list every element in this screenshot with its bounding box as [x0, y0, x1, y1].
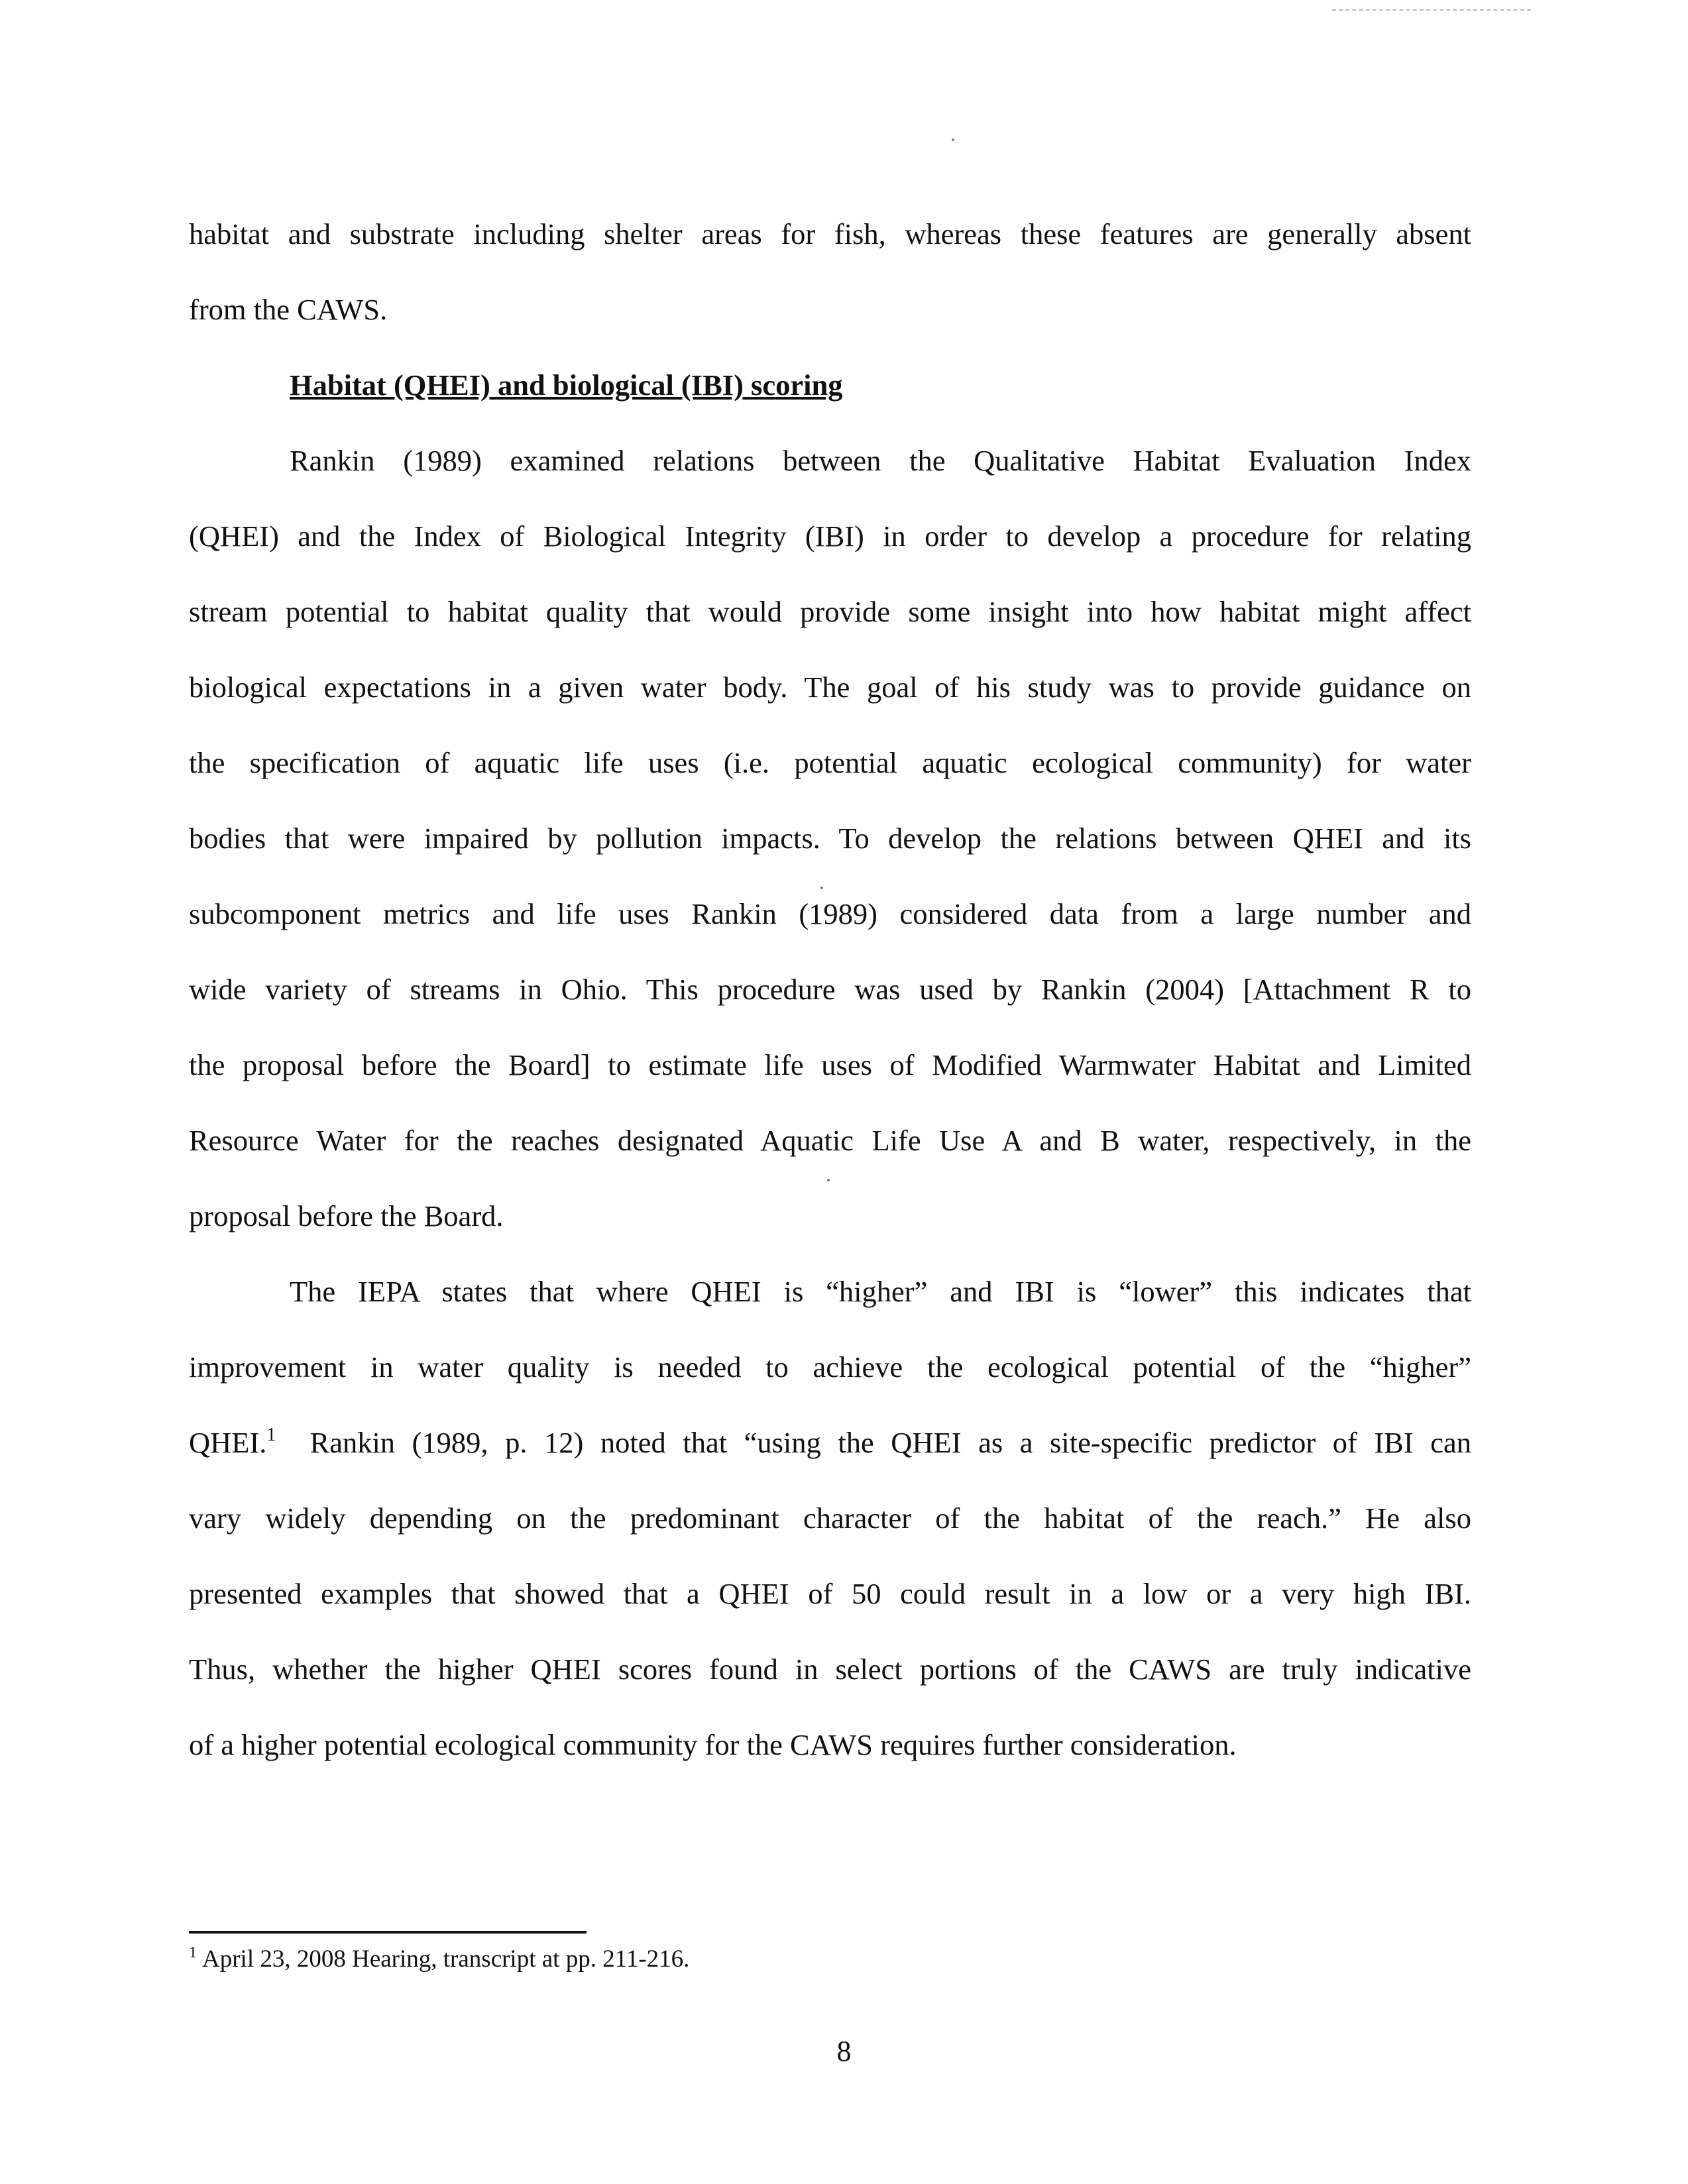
text-line: the proposal before the Board] to estimate life uses of Modified Warmwater Habitat and Limited	[189, 1048, 1471, 1081]
footnote-separator	[189, 1931, 587, 1934]
text-fragment: QHEI.	[189, 1426, 267, 1459]
footnote-text: April 23, 2008 Hearing, transcript at pp. 211-216.	[202, 1945, 690, 1973]
text-line: bodies that were impaired by pollution impacts. To develop the relations between QHEI and its	[189, 822, 1471, 855]
footnote-mark: 1	[189, 1944, 197, 1961]
text-line	[189, 1405, 1471, 1480]
text-line: the specification of aquatic life uses (i.e. potential aquatic ecological community) for water	[189, 746, 1471, 779]
text-fragment: Rankin (1989, p. 12) noted that “using the QHEI as a site-specific predictor of IBI can	[276, 1426, 1471, 1459]
scan-artifact-rule	[1332, 9, 1531, 11]
text-line: habitat and substrate including shelter areas for fish, whereas these features are generally absent	[189, 217, 1471, 250]
scan-speck	[952, 138, 954, 141]
text-line: wide variety of streams in Ohio. This procedure was used by Rankin (2004) [Attachment R to	[189, 973, 1471, 1006]
footnote	[189, 1943, 689, 1976]
text-line: of a higher potential ecological community for the CAWS requires further consideration.	[189, 1728, 1237, 1761]
page-number: 8	[836, 2035, 852, 2067]
text-line: Rankin (1989) examined relations between the Qualitative Habitat Evaluation Index	[290, 444, 1471, 477]
text-line: vary widely depending on the predominant character of the habitat of the reach.” He also	[189, 1502, 1471, 1535]
text-line: subcomponent metrics and life uses Rankin (1989) considered data from a large number and	[189, 897, 1471, 930]
text-line: improvement in water quality is needed to achieve the ecological potential of the “higher”	[189, 1350, 1471, 1384]
text-line: The IEPA states that where QHEI is “higher” and IBI is “lower” this indicates that	[290, 1275, 1471, 1308]
text-line: Resource Water for the reaches designated Aquatic Life Use A and B water, respectively, in the	[189, 1124, 1471, 1157]
section-heading: Habitat (QHEI) and biological (IBI) scoring	[290, 368, 843, 402]
footnote-reference[interactable]: 1	[266, 1425, 276, 1445]
text-line: (QHEI) and the Index of Biological Integrity (IBI) in order to develop a procedure for relating	[189, 519, 1471, 553]
text-line: Thus, whether the higher QHEI scores found in select portions of the CAWS are truly indicative	[189, 1653, 1471, 1686]
body-text	[189, 196, 1471, 1782]
text-line: stream potential to habitat quality that would provide some insight into how habitat might affect	[189, 595, 1471, 628]
text-line: from the CAWS.	[189, 293, 388, 326]
text-line: proposal before the Board.	[189, 1199, 504, 1232]
text-line: biological expectations in a given water body. The goal of his study was to provide guidance on	[189, 671, 1471, 704]
text-line: presented examples that showed that a QHEI of 50 could result in a low or a very high IBI.	[189, 1577, 1471, 1610]
